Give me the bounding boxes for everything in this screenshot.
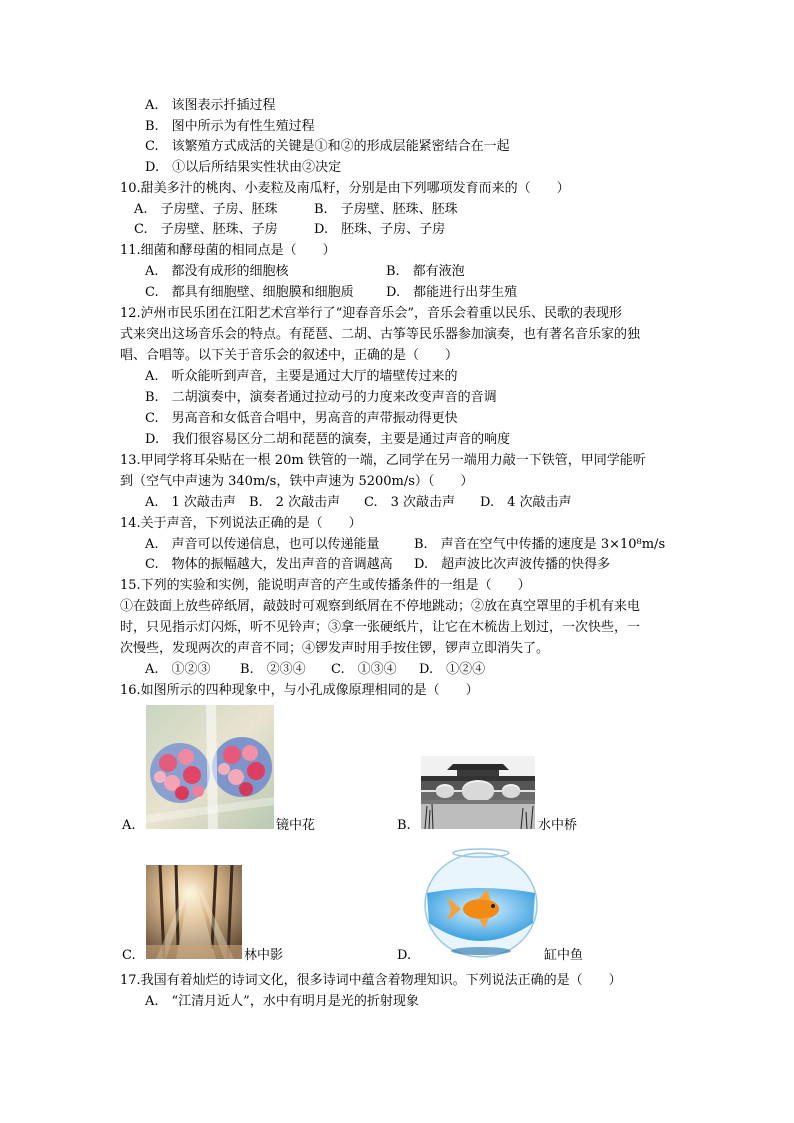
q12-option-a: A. 听众能听到声音，主要是通过大厅的墙壁传过来的 (145, 369, 458, 384)
q13-option-c: C. 3 次敲击声 (364, 495, 456, 510)
q10-option-d: D. 胚珠、子房、子房 (314, 222, 446, 237)
q12-option-c: C. 男高音和女低音合唱中，男高音的声带振动得更快 (145, 411, 458, 426)
q10-option-b: B. 子房壁、胚珠、胚珠 (314, 202, 458, 217)
q12-stem-line-1: 12.泸州市民乐团在江阳艺术宫举行了“迎春音乐会”，音乐会着重以民乐、民歌的表现形 (120, 306, 622, 321)
q9-option-a: A. 该图表示扦插过程 (145, 98, 276, 113)
q16-c-label: C. (122, 948, 136, 963)
q15-body-line-1: ①在鼓面上放些碎纸屑，敲鼓时可观察到纸屑在不停地跳动；②放在真空罩里的手机有来电 (120, 599, 641, 614)
q16-stem: 16.如图所示的四种现象中，与小孔成像原理相同的是（ ） (120, 683, 479, 698)
q16-d-label: D. (397, 948, 412, 963)
q10-option-a: A. 子房壁、子房、胚珠 (134, 202, 278, 217)
q9-option-d: D. ①以后所结果实性状由②决定 (145, 160, 342, 175)
q12-stem-line-2: 式来突出这场音乐会的特点。有琵琶、二胡、古筝等民乐器参加演奏，也有著名音乐家的独 (120, 327, 641, 342)
q11-option-a: A. 都没有成形的细胞核 (145, 264, 289, 279)
q14-option-c: C. 物体的振幅越大，发出声音的音调越高 (145, 557, 393, 572)
q10-stem: 10.甜美多汁的桃肉、小麦粒及南瓜籽，分别是由下列哪项发育而来的（ ） (120, 181, 570, 196)
mirror-flower-image (146, 705, 274, 829)
q14-option-a: A. 声音可以传递信息，也可以传递能量 (145, 537, 380, 552)
q11-stem: 11.细菌和酵母菌的相同点是（ ） (120, 243, 336, 258)
q16-b-label: B. (397, 818, 411, 833)
q13-option-a: A. 1 次敲击声 (145, 495, 236, 510)
water-bridge-image (421, 756, 535, 829)
q15-option-b: B. ②③④ (240, 662, 306, 677)
q16-d-caption: 缸中鱼 (544, 948, 584, 963)
q15-option-d: D. ①②④ (419, 662, 486, 677)
q15-body-line-2: 时，只见指示灯闪烁，听不见铃声；③拿一张硬纸片，让它在木梳齿上划过，一次快些，一 (120, 620, 641, 635)
q16-a-label: A. (122, 818, 136, 833)
q12-option-d: D. 我们很容易区分二胡和琵琶的演奏，主要是通过声音的响度 (145, 432, 511, 447)
q13-option-b: B. 2 次敲击声 (249, 495, 341, 510)
q15-body-line-3: 次慢些，发现两次的声音不同；④锣发声时用手按住锣，锣声立即消失了。 (120, 641, 550, 656)
q9-option-c: C. 该繁殖方式成活的关键是①和②的形成层能紧密结合在一起 (145, 139, 510, 154)
q11-option-d: D. 都能进行出芽生殖 (386, 285, 518, 300)
q11-option-c: C. 都具有细胞壁、细胞膜和细胞质 (145, 285, 354, 300)
q16-a-caption: 镜中花 (276, 818, 316, 833)
q12-option-b: B. 二胡演奏中，演奏者通过拉动弓的力度来改变声音的音调 (145, 390, 497, 405)
q13-stem-line-2: 到（空气中声速为 340m/s，铁中声速为 5200m/s）（ ） (120, 474, 474, 489)
q14-option-b: B. 声音在空气中传播的速度是 3×10⁸m/s (414, 537, 666, 552)
q10-option-c: C. 子房壁、胚珠、子房 (134, 222, 278, 237)
q15-option-a: A. ①②③ (145, 662, 211, 677)
goldfish-bowl-image (421, 843, 541, 959)
q13-stem-line-1: 13.甲同学将耳朵贴在一根 20m 铁管的一端，乙同学在另一端用力敲一下铁管，甲同学能听 (120, 453, 646, 468)
q14-stem: 14.关于声音，下列说法正确的是（ ） (120, 516, 362, 531)
q16-b-caption: 水中桥 (538, 818, 578, 833)
q9-option-b: B. 图中所示为有性生殖过程 (145, 119, 315, 134)
q17-option-a: A. “江清月近人”，水中有明月是光的折射现象 (145, 994, 419, 1009)
q11-option-b: B. 都有液泡 (386, 264, 465, 279)
q16-c-caption: 林中影 (244, 948, 284, 963)
q17-stem: 17.我国有着灿烂的诗词文化，很多诗词中蕴含着物理知识。下列说法正确的是（ ） (120, 973, 622, 988)
q15-option-c: C. ①③④ (331, 662, 397, 677)
q15-stem: 15.下列的实验和实例，能说明声音的产生或传播条件的一组是（ ） (120, 578, 531, 593)
q13-option-d: D. 4 次敲击声 (480, 495, 572, 510)
forest-shadow-image (146, 865, 242, 959)
q12-stem-line-3: 唱、合唱等。以下关于音乐会的叙述中，正确的是（ ） (120, 348, 459, 363)
q14-option-d: D. 超声波比次声波传播的快得多 (414, 557, 611, 572)
